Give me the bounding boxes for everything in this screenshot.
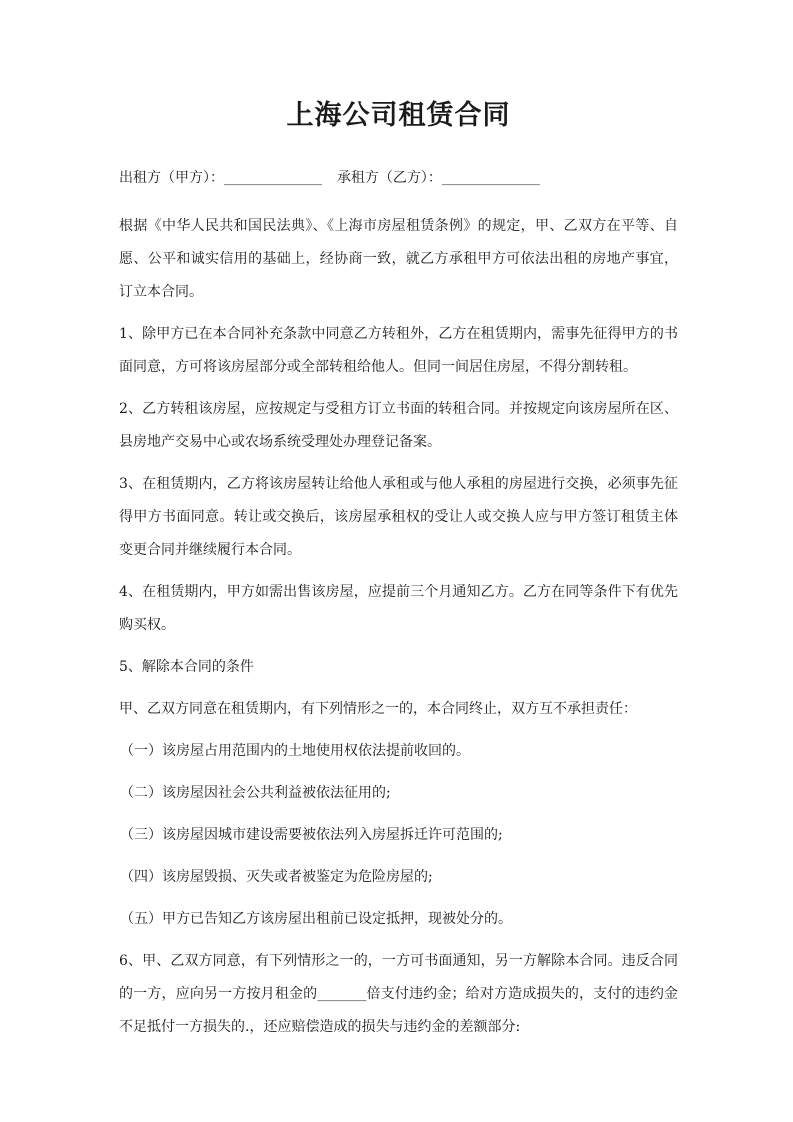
lessor-label: 出租方（甲方）： xyxy=(119,170,224,186)
paragraph-clause-6: 6、甲、乙双方同意，有下列情形之一的，一方可书面通知，另一方解除本合同。违反合同的一方，应向另一方按月租金的_______倍支付违约金；给对方造成损失的，支付的违约金不足抵付一方损失的.，还应赔偿造成的损失与违约金的差额部分: xyxy=(119,953,678,1035)
paragraph-clause-4: 4、在租赁期内，甲方如需出售该房屋，应提前三个月通知乙方。乙方在同等条件下有优先购买权。 xyxy=(119,584,678,633)
list-item: （三）该房屋因城市建设需要被依法列入房屋拆迁许可范围的; xyxy=(120,827,503,843)
paragraph-clause-3: 3、在租赁期内，乙方将该房屋转让给他人承租或与他人承租的房屋进行交换，必须事先征得甲方书面同意。转让或交换后，该房屋承租权的受让人或交换人应与甲方签订租赁主体变更合同并继续履行本合同。 xyxy=(119,476,678,558)
list-item: （五）甲方已告知乙方该房屋出租前已设定抵押，现被处分的。 xyxy=(120,911,512,927)
paragraph-clause-1: 1、除甲方已在本合同补充条款中同意乙方转租外，乙方在租赁期内，需事先征得甲方的书面同意，方可将该房屋部分或全部转租给他人。但同一间居住房屋，不得分割转租。 xyxy=(119,326,678,375)
list-item: （一）该房屋占用范围内的土地使用权依法提前收回的。 xyxy=(120,743,470,759)
document-title: 上海公司租赁合同 xyxy=(286,100,511,131)
list-item: （二）该房屋因社会公共利益被依法征用的; xyxy=(120,785,391,801)
paragraph-clause-2: 2、乙方转租该房屋，应按规定与受租方订立书面的转租合同。并按规定向该房屋所在区、县房地产交易中心或农场系统受理处办理登记备案。 xyxy=(119,401,678,450)
paragraph-intro: 根据《中华人民共和国民法典》、《上海市房屋租赁条例》的规定，甲、乙双方在平等、自愿、公平和诚实信用的基础上，经协商一致，就乙方承租甲方可依法出租的房地产事宜，订立本合同。 xyxy=(119,218,678,300)
paragraph-termination-intro: 甲、乙双方同意在租赁期内，有下列情形之一的，本合同终止，双方互不承担责任： xyxy=(119,701,637,717)
lessor-blank: ______________ xyxy=(224,170,322,186)
lessee-label: 承租方（乙方）： xyxy=(336,170,442,186)
list-item: （四）该房屋毁损、灭失或者被鉴定为危险房屋的; xyxy=(120,869,433,885)
parties-line xyxy=(119,164,678,192)
lessee-blank: ______________ xyxy=(441,170,540,186)
paragraph-clause-5-heading: 5、解除本合同的条件 xyxy=(119,659,254,675)
